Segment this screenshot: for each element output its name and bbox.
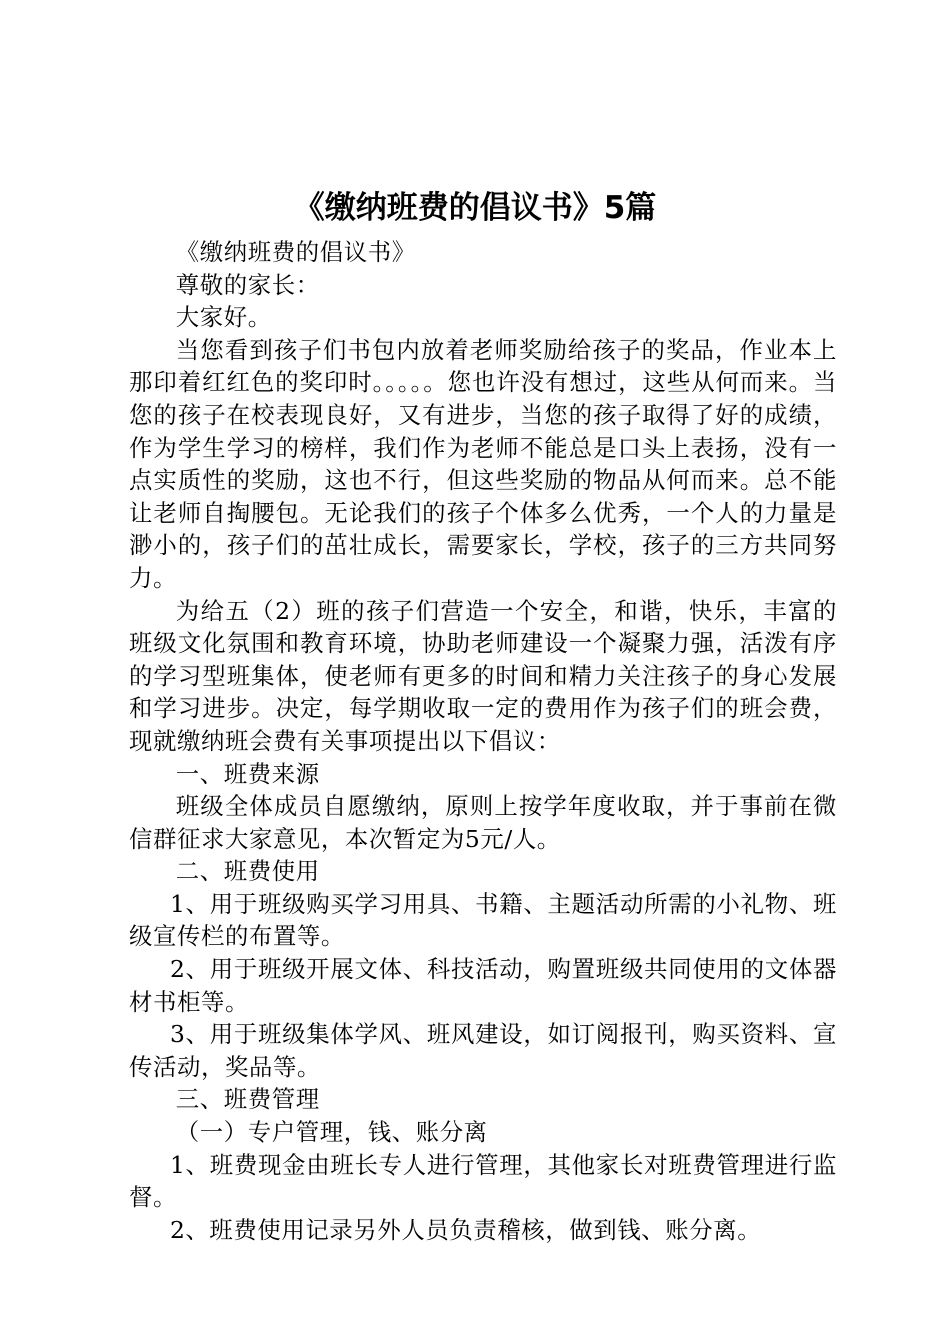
subsection-heading-account: （一）专户管理，钱、账分离 [175,1118,488,1147]
usage-item-1: 1、用于班级购买学习用具、书籍、主题活动所需的小礼物、班级宣传栏的布置等。 [129,889,837,951]
usage-item-2: 2、用于班级开展文体、科技活动，购置班级共同使用的文体器材书柜等。 [129,955,837,1016]
intro-paragraph: 当您看到孩子们书包内放着老师奖励给孩子的奖品，作业本上那印着红红色的奖印时。。。。。您也许没有想过，这些从何而来。当您的孩子在校表现良好，又有进步，当您的孩子取得了好的成绩，作为学生学习的榜样，我们作为老师不能总是口头上表扬，没有一点实质性的奖励，这也不行，但这些奖励的物品从何而来。总不能让老师自掏腰包。无论我们的孩子个体多么优秀，一个人的力量是渺小的，孩子们的茁壮成长，需要家长，学校，孩子的三方共同努力。 [129,335,837,592]
section-heading-usage: 二、班费使用 [175,857,320,886]
usage-item-3: 3、用于班级集体学风、班风建设，如订阅报刊，购买资料、宣传活动，奖品等。 [129,1020,837,1081]
source-paragraph: 班级全体成员自愿缴纳，原则上按学年度收取，并于事前在微信群征求大家意见，本次暂定为5元/人。 [129,792,837,853]
greeting-paragraph: 大家好。 [175,303,272,332]
section-heading-management: 三、班费管理 [175,1085,320,1114]
management-item-1: 1、班费现金由班长专人进行管理，其他家长对班费管理进行监督。 [129,1150,837,1212]
section-heading-source: 一、班费来源 [175,759,320,788]
management-item-2: 2、班费使用记录另外人员负责稽核，做到钱、账分离。 [169,1215,762,1244]
document-body [129,236,837,1246]
document-title: 《缴纳班费的倡议书》5篇 [293,190,657,226]
subtitle-paragraph: 《缴纳班费的倡议书》 [175,238,416,266]
salutation-paragraph: 尊敬的家长： [175,270,320,299]
purpose-paragraph: 为给五（2）班的孩子们营造一个安全，和谐，快乐，丰富的班级文化氛围和教育环境，协助老师建设一个凝聚力强，活泼有序的学习型班集体，使老师有更多的时间和精力关注孩子的身心发展和学习进步。决定，每学期收取一定的费用作为孩子们的班会费，现就缴纳班会费有关事项提出以下倡议： [129,596,837,755]
